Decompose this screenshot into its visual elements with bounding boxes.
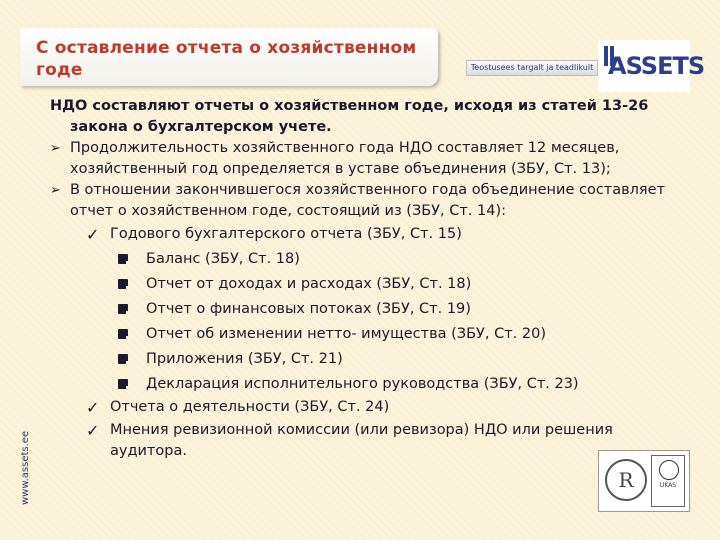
square-bullet-icon — [118, 254, 128, 264]
assets-logo — [598, 40, 705, 92]
crown-icon — [659, 460, 679, 480]
checkmark-icon: ✓ — [86, 398, 100, 417]
sub-item-text: Приложения (ЗБУ, Ст. 21) — [146, 351, 343, 367]
arrow-bullet-icon: ➢ — [50, 141, 61, 156]
checkmark-icon: ✓ — [86, 225, 100, 244]
list-item — [50, 180, 690, 222]
list-item — [50, 138, 690, 180]
sub-item-text: Баланс (ЗБУ, Ст. 18) — [146, 251, 300, 267]
registered-mark-icon — [605, 459, 647, 501]
check-text: Мнения ревизионной комиссии (или ревизора) НДО или решения аудитора. — [110, 422, 613, 459]
list-item — [50, 224, 690, 245]
list-item — [50, 397, 690, 418]
ukas-label: UKAS — [659, 482, 677, 489]
square-bullet-icon — [118, 279, 128, 289]
website-url[interactable]: www.assets.ee — [20, 430, 31, 505]
list-item — [50, 349, 690, 370]
registered-mark-text: R — [618, 468, 634, 492]
sub-item-text: Отчет об изменении нетто- имущества (ЗБУ, Ст. 20) — [146, 326, 546, 342]
slide-content — [50, 96, 690, 462]
list-item — [50, 374, 690, 395]
bullet-text: В отношении закончившегося хозяйственного года объединение составляет отчет о хозяйственном годе, состоящий из (ЗБУ, Ст. 14): — [70, 182, 666, 219]
slide-title: С оставление отчета о хозяйственном годе — [36, 38, 417, 80]
list-item — [50, 299, 690, 320]
check-text: Отчета о деятельности (ЗБУ, Ст. 24) — [110, 399, 390, 415]
ukas-badge-icon — [651, 455, 685, 507]
checkmark-icon: ✓ — [86, 421, 100, 440]
check-text: Годового бухгалтерского отчета (ЗБУ, Ст. 15) — [110, 226, 462, 242]
bullet-text: Продолжительность хозяйственного года НДО составляет 12 месяцев, хозяйственный год определяется в уставе объединения (ЗБУ, Ст. 13); — [70, 140, 620, 177]
arrow-bullet-icon: ➢ — [50, 183, 61, 198]
square-bullet-icon — [118, 304, 128, 314]
square-bullet-icon — [118, 379, 128, 389]
sub-item-text: Отчет от доходах и расходах (ЗБУ, Ст. 18) — [146, 276, 472, 292]
certification-badges — [598, 450, 690, 512]
sub-item-text: Декларация исполнительного руководства (ЗБУ, Ст. 23) — [146, 376, 579, 392]
list-item — [50, 249, 690, 270]
logo-text: ASSETS — [608, 52, 705, 80]
list-item — [50, 274, 690, 295]
sub-item-text: Отчет о финансовых потоках (ЗБУ, Ст. 19) — [146, 301, 471, 317]
list-item — [50, 420, 690, 462]
company-tagline: Teostusees targalt ja teadlikult — [466, 60, 598, 76]
intro-paragraph: НДО составляют отчеты о хозяйственном годе, исходя из статей 13-26 закона о бухгалтерском учете. — [50, 98, 649, 135]
square-bullet-icon — [118, 354, 128, 364]
list-item — [50, 324, 690, 345]
square-bullet-icon — [118, 329, 128, 339]
